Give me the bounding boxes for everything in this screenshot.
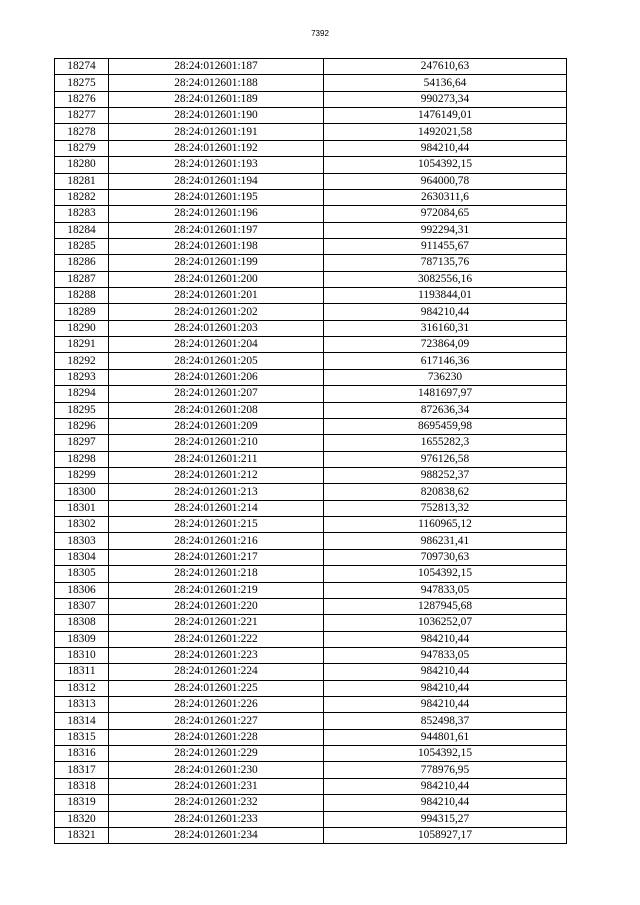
row-number-cell: 18312 <box>55 680 109 696</box>
cadastral-number-cell: 28:24:012601:201 <box>109 288 324 304</box>
table-row <box>55 795 567 811</box>
cadastral-number-cell: 28:24:012601:227 <box>109 713 324 729</box>
row-number-cell: 18303 <box>55 533 109 549</box>
table-row <box>55 549 567 565</box>
row-number-cell: 18292 <box>55 353 109 369</box>
table-row <box>55 59 567 75</box>
table-row <box>55 157 567 173</box>
cadastral-value-cell: 1160965,12 <box>324 517 567 533</box>
row-number-cell: 18281 <box>55 173 109 189</box>
cadastral-value-cell: 984210,44 <box>324 631 567 647</box>
row-number-cell: 18282 <box>55 189 109 205</box>
cadastral-value-cell: 787135,76 <box>324 255 567 271</box>
cadastral-value-cell: 994315,27 <box>324 811 567 827</box>
cadastral-number-cell: 28:24:012601:194 <box>109 173 324 189</box>
cadastral-number-cell: 28:24:012601:229 <box>109 746 324 762</box>
table-row <box>55 615 567 631</box>
table-row <box>55 484 567 500</box>
cadastral-value-cell: 990273,34 <box>324 91 567 107</box>
cadastral-value-cell: 709730,63 <box>324 549 567 565</box>
cadastral-number-cell: 28:24:012601:208 <box>109 402 324 418</box>
row-number-cell: 18305 <box>55 566 109 582</box>
row-number-cell: 18276 <box>55 91 109 107</box>
table-row <box>55 173 567 189</box>
table-row <box>55 566 567 582</box>
cadastral-value-cell: 984210,44 <box>324 778 567 794</box>
row-number-cell: 18296 <box>55 418 109 434</box>
cadastral-value-cell: 1655282,3 <box>324 435 567 451</box>
cadastral-value-cell: 1054392,15 <box>324 566 567 582</box>
row-number-cell: 18295 <box>55 402 109 418</box>
cadastral-number-cell: 28:24:012601:206 <box>109 369 324 385</box>
row-number-cell: 18277 <box>55 108 109 124</box>
table-row <box>55 582 567 598</box>
table-row <box>55 631 567 647</box>
cadastral-number-cell: 28:24:012601:216 <box>109 533 324 549</box>
table-row <box>55 124 567 140</box>
cadastral-number-cell: 28:24:012601:210 <box>109 435 324 451</box>
cadastral-number-cell: 28:24:012601:198 <box>109 238 324 254</box>
cadastral-number-cell: 28:24:012601:226 <box>109 697 324 713</box>
cadastral-value-table <box>54 58 567 844</box>
row-number-cell: 18275 <box>55 75 109 91</box>
cadastral-value-cell: 617146,36 <box>324 353 567 369</box>
cadastral-value-cell: 736230 <box>324 369 567 385</box>
table-row <box>55 680 567 696</box>
row-number-cell: 18289 <box>55 304 109 320</box>
cadastral-value-cell: 976126,58 <box>324 451 567 467</box>
cadastral-value-cell: 247610,63 <box>324 59 567 75</box>
cadastral-value-cell: 1492021,58 <box>324 124 567 140</box>
row-number-cell: 18274 <box>55 59 109 75</box>
cadastral-number-cell: 28:24:012601:207 <box>109 386 324 402</box>
cadastral-number-cell: 28:24:012601:234 <box>109 827 324 843</box>
cadastral-value-cell: 723864,09 <box>324 337 567 353</box>
row-number-cell: 18279 <box>55 140 109 156</box>
row-number-cell: 18287 <box>55 271 109 287</box>
cadastral-value-cell: 1287945,68 <box>324 598 567 614</box>
cadastral-value-cell: 992294,31 <box>324 222 567 238</box>
row-number-cell: 18291 <box>55 337 109 353</box>
cadastral-value-cell: 54136,64 <box>324 75 567 91</box>
row-number-cell: 18315 <box>55 729 109 745</box>
cadastral-number-cell: 28:24:012601:230 <box>109 762 324 778</box>
cadastral-number-cell: 28:24:012601:231 <box>109 778 324 794</box>
cadastral-number-cell: 28:24:012601:197 <box>109 222 324 238</box>
cadastral-value-cell: 947833,05 <box>324 647 567 663</box>
cadastral-number-cell: 28:24:012601:211 <box>109 451 324 467</box>
cadastral-value-cell: 984210,44 <box>324 304 567 320</box>
cadastral-number-cell: 28:24:012601:209 <box>109 418 324 434</box>
cadastral-number-cell: 28:24:012601:200 <box>109 271 324 287</box>
table-row <box>55 664 567 680</box>
table-row <box>55 75 567 91</box>
table-row <box>55 827 567 843</box>
cadastral-value-cell: 947833,05 <box>324 582 567 598</box>
table-row <box>55 337 567 353</box>
cadastral-number-cell: 28:24:012601:187 <box>109 59 324 75</box>
cadastral-number-cell: 28:24:012601:199 <box>109 255 324 271</box>
row-number-cell: 18285 <box>55 238 109 254</box>
cadastral-number-cell: 28:24:012601:233 <box>109 811 324 827</box>
table-row <box>55 435 567 451</box>
cadastral-value-cell: 1481697,97 <box>324 386 567 402</box>
cadastral-value-cell: 986231,41 <box>324 533 567 549</box>
cadastral-value-cell: 984210,44 <box>324 795 567 811</box>
cadastral-number-cell: 28:24:012601:213 <box>109 484 324 500</box>
row-number-cell: 18314 <box>55 713 109 729</box>
row-number-cell: 18294 <box>55 386 109 402</box>
cadastral-number-cell: 28:24:012601:204 <box>109 337 324 353</box>
cadastral-number-cell: 28:24:012601:203 <box>109 320 324 336</box>
table-row <box>55 238 567 254</box>
cadastral-number-cell: 28:24:012601:195 <box>109 189 324 205</box>
cadastral-value-cell: 316160,31 <box>324 320 567 336</box>
table-row <box>55 713 567 729</box>
cadastral-number-cell: 28:24:012601:205 <box>109 353 324 369</box>
cadastral-value-cell: 778976,95 <box>324 762 567 778</box>
cadastral-number-cell: 28:24:012601:219 <box>109 582 324 598</box>
table-row <box>55 255 567 271</box>
cadastral-number-cell: 28:24:012601:196 <box>109 206 324 222</box>
cadastral-value-cell: 984210,44 <box>324 697 567 713</box>
table-row <box>55 778 567 794</box>
table-row <box>55 811 567 827</box>
cadastral-number-cell: 28:24:012601:193 <box>109 157 324 173</box>
cadastral-value-cell: 972084,65 <box>324 206 567 222</box>
table-row <box>55 369 567 385</box>
row-number-cell: 18310 <box>55 647 109 663</box>
table-row <box>55 762 567 778</box>
row-number-cell: 18301 <box>55 500 109 516</box>
row-number-cell: 18317 <box>55 762 109 778</box>
table-row <box>55 222 567 238</box>
table-row <box>55 451 567 467</box>
cadastral-number-cell: 28:24:012601:188 <box>109 75 324 91</box>
cadastral-value-cell: 944801,61 <box>324 729 567 745</box>
table-row <box>55 697 567 713</box>
row-number-cell: 18300 <box>55 484 109 500</box>
cadastral-value-cell: 984210,44 <box>324 664 567 680</box>
cadastral-value-cell: 911455,67 <box>324 238 567 254</box>
cadastral-value-cell: 1058927,17 <box>324 827 567 843</box>
row-number-cell: 18290 <box>55 320 109 336</box>
row-number-cell: 18306 <box>55 582 109 598</box>
cadastral-value-cell: 8695459,98 <box>324 418 567 434</box>
table-row <box>55 304 567 320</box>
table-body <box>55 59 567 844</box>
cadastral-value-cell: 1054392,15 <box>324 746 567 762</box>
row-number-cell: 18286 <box>55 255 109 271</box>
cadastral-value-cell: 872636,34 <box>324 402 567 418</box>
cadastral-number-cell: 28:24:012601:225 <box>109 680 324 696</box>
table-row <box>55 271 567 287</box>
table-row <box>55 353 567 369</box>
row-number-cell: 18318 <box>55 778 109 794</box>
table-row <box>55 402 567 418</box>
row-number-cell: 18302 <box>55 517 109 533</box>
table-row <box>55 746 567 762</box>
cadastral-number-cell: 28:24:012601:191 <box>109 124 324 140</box>
page-number: 7392 <box>311 29 329 38</box>
cadastral-value-cell: 964000,78 <box>324 173 567 189</box>
cadastral-number-cell: 28:24:012601:220 <box>109 598 324 614</box>
row-number-cell: 18293 <box>55 369 109 385</box>
row-number-cell: 18298 <box>55 451 109 467</box>
table-row <box>55 140 567 156</box>
cadastral-number-cell: 28:24:012601:202 <box>109 304 324 320</box>
row-number-cell: 18308 <box>55 615 109 631</box>
cadastral-value-cell: 820838,62 <box>324 484 567 500</box>
cadastral-number-cell: 28:24:012601:224 <box>109 664 324 680</box>
row-number-cell: 18311 <box>55 664 109 680</box>
row-number-cell: 18313 <box>55 697 109 713</box>
row-number-cell: 18320 <box>55 811 109 827</box>
cadastral-number-cell: 28:24:012601:189 <box>109 91 324 107</box>
row-number-cell: 18297 <box>55 435 109 451</box>
row-number-cell: 18307 <box>55 598 109 614</box>
table-row <box>55 500 567 516</box>
table-row <box>55 288 567 304</box>
row-number-cell: 18319 <box>55 795 109 811</box>
row-number-cell: 18283 <box>55 206 109 222</box>
cadastral-number-cell: 28:24:012601:190 <box>109 108 324 124</box>
cadastral-value-cell: 984210,44 <box>324 680 567 696</box>
cadastral-value-cell: 1054392,15 <box>324 157 567 173</box>
cadastral-number-cell: 28:24:012601:212 <box>109 467 324 483</box>
table-row <box>55 91 567 107</box>
cadastral-value-cell: 1036252,07 <box>324 615 567 631</box>
row-number-cell: 18288 <box>55 288 109 304</box>
row-number-cell: 18278 <box>55 124 109 140</box>
cadastral-number-cell: 28:24:012601:232 <box>109 795 324 811</box>
row-number-cell: 18304 <box>55 549 109 565</box>
cadastral-number-cell: 28:24:012601:218 <box>109 566 324 582</box>
cadastral-number-cell: 28:24:012601:222 <box>109 631 324 647</box>
table-row <box>55 320 567 336</box>
cadastral-value-cell: 984210,44 <box>324 140 567 156</box>
cadastral-number-cell: 28:24:012601:192 <box>109 140 324 156</box>
cadastral-value-cell: 1476149,01 <box>324 108 567 124</box>
cadastral-number-cell: 28:24:012601:228 <box>109 729 324 745</box>
row-number-cell: 18284 <box>55 222 109 238</box>
cadastral-value-cell: 1193844,01 <box>324 288 567 304</box>
table-row <box>55 189 567 205</box>
cadastral-number-cell: 28:24:012601:217 <box>109 549 324 565</box>
table-row <box>55 108 567 124</box>
table-row <box>55 598 567 614</box>
table-row <box>55 647 567 663</box>
cadastral-value-cell: 3082556,16 <box>324 271 567 287</box>
cadastral-number-cell: 28:24:012601:221 <box>109 615 324 631</box>
table-row <box>55 206 567 222</box>
cadastral-number-cell: 28:24:012601:215 <box>109 517 324 533</box>
cadastral-value-cell: 2630311,6 <box>324 189 567 205</box>
table-row <box>55 467 567 483</box>
cadastral-value-cell: 852498,37 <box>324 713 567 729</box>
cadastral-value-cell: 752813,32 <box>324 500 567 516</box>
row-number-cell: 18280 <box>55 157 109 173</box>
row-number-cell: 18299 <box>55 467 109 483</box>
cadastral-number-cell: 28:24:012601:214 <box>109 500 324 516</box>
table-row <box>55 729 567 745</box>
cadastral-number-cell: 28:24:012601:223 <box>109 647 324 663</box>
row-number-cell: 18309 <box>55 631 109 647</box>
table-row <box>55 517 567 533</box>
row-number-cell: 18321 <box>55 827 109 843</box>
table-row <box>55 533 567 549</box>
cadastral-value-cell: 988252,37 <box>324 467 567 483</box>
table-row <box>55 418 567 434</box>
table-row <box>55 386 567 402</box>
row-number-cell: 18316 <box>55 746 109 762</box>
